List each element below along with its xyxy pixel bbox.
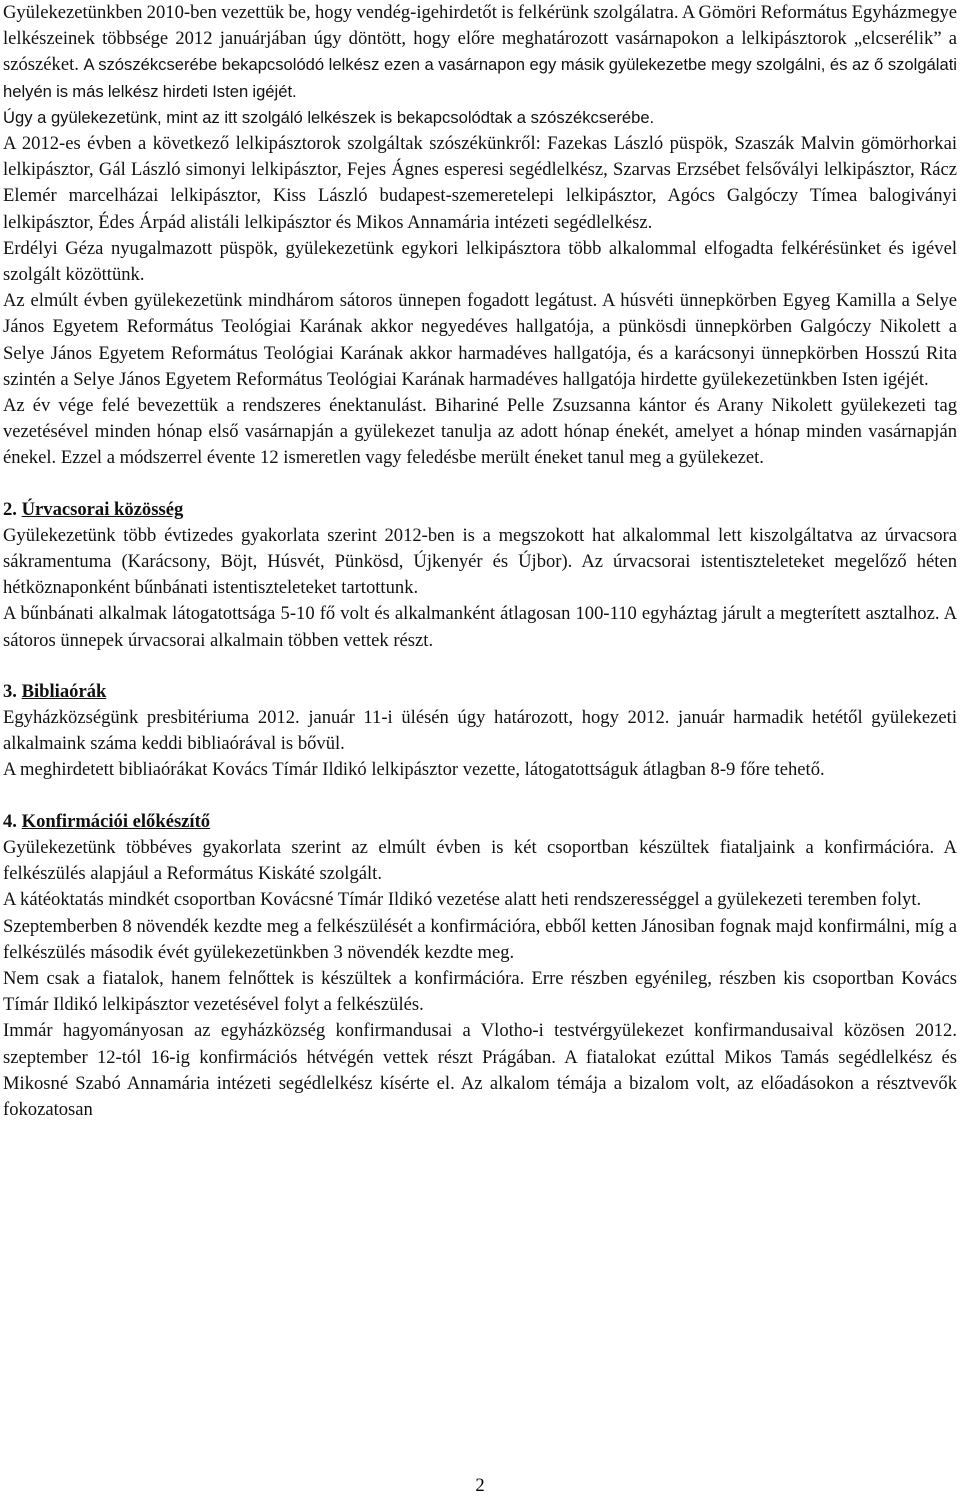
paragraph-pulpit-exchange: Úgy a gyülekezetünk, mint az itt szolgáló lelkészek is bekapcsolódtak a szószékcserébe. xyxy=(3,107,655,127)
paragraph-guest-preachers xyxy=(3,0,957,105)
section-heading-bible-study xyxy=(3,679,957,705)
section-heading-confirmation xyxy=(3,809,957,835)
section-title: Bibliaórák xyxy=(21,680,107,702)
spacer xyxy=(3,784,957,809)
spacer xyxy=(3,654,957,679)
section-heading-communion xyxy=(3,497,957,523)
section-number: 2. xyxy=(3,498,17,520)
paragraph-preachers-list: A 2012-es évben a következő lelkipásztorok szolgáltak szószékünkről: Fazekas László püspök, Szaszák Malvin gömörhorkai lelkipásztor, Gál László simonyi lelkipásztor, Fejes Ágnes esperesi segédlelkész, Szarvas Erzsébet felsővályi lelkipásztor, Rácz Elemér marcelházai lelkipásztor, Kiss László budapest-szemeretelepi lelkipásztor, Agócs Galgóczy Tímea balogiványi lelkipásztor, Édes Árpád alistáli lelkipásztor és Mikos Annamária intézeti segédlelkész. xyxy=(3,133,957,233)
text-guest-preachers-a: Gyülekezetünkben 2010-ben vezettük be, hogy vendég-igehirdetőt is felkérünk szolgálatra. A Gömöri Református Egyházmegye lelkészeinek többsége 2012 januárjában úgy döntött, hogy előre meghatározott vasárnapokon a lelkipásztorok „elcserélik” a szószéket. xyxy=(3,2,957,76)
paragraph-bible-study-2: A meghirdetett bibliaórákat Kovács Tímár Ildikó lelkipásztor vezette, látogatottságuk átlagban 8-9 főre tehető. xyxy=(3,759,825,781)
section-title: Konfirmációi előkészítő xyxy=(21,810,211,832)
section-number: 4. xyxy=(3,810,17,832)
paragraph-bible-study-1: Egyházközségünk presbitériuma 2012. január 11-i ülésén úgy határozott, hogy 2012. január harmadik hetétől gyülekezeti alkalmaink száma keddi bibliaórával is bővül. xyxy=(3,707,957,755)
paragraph-bishop: Erdélyi Géza nyugalmazott püspök, gyülekezetünk egykori lelkipásztora több alkalommal elfogadta felkérésünket és igével szolgált közöttünk. xyxy=(3,237,957,286)
paragraph-confirmation-5: Immár hagyományosan az egyházközség konfirmandusai a Vlotho-i testvérgyülekezet konfirmandusaival közösen 2012. szeptember 12-tól 16-ig konfirmációs hétvégén vettek részt Prágában. A fiatalokat ezúttal Mikos Tamás segédlelkész és Mikosné Szabó Annamária intézeti segédlelkész kísérte el. Az alkalom témája a bizalom volt, az előadásokon a résztvevők fokozatosan xyxy=(3,1020,957,1120)
paragraph-confirmation-1: Gyülekezetünk többéves gyakorlata szerint az elmúlt évben is két csoportban készültek fiataljaink a konfirmációra. A felkészülés alapjául a Református Kiskáté szolgált. xyxy=(3,836,957,885)
section-number: 3. xyxy=(3,680,17,702)
document-page xyxy=(3,0,957,1123)
text-guest-preachers-b: A szószékcserébe bekapcsolódó lelkész ezen a vasárnapon egy másik gyülekezetbe megy szolgálni, és az ő szolgálati helyén is más lelkész hirdeti Isten igéjét. xyxy=(3,55,957,101)
section-title: Úrvacsorai közösség xyxy=(21,498,184,520)
paragraph-communion-1: Gyülekezetünk több évtizedes gyakorlata szerint 2012-ben is a megszokott hat alkalommal lett kiszolgáltatva az úrvacsora sákramentuma (Karácsony, Böjt, Húsvét, Pünkösd, Újkenyér és Újbor). Az úrvacsorai istentiszteleteket megelőző héten hétköznaponként bűnbánati istentiszteleteket tartottunk. xyxy=(3,524,957,599)
spacer xyxy=(3,472,957,497)
paragraph-communion-2: A bűnbánati alkalmak látogatottsága 5-10 fő volt és alkalmanként átlagosan 100-110 egyháztag járult a megterített asztalhoz. A sátoros ünnepek úrvacsorai alkalmain többen vettek részt. xyxy=(3,603,957,651)
paragraph-hymn-learning: Az év vége felé bevezettük a rendszeres énektanulást. Bihariné Pelle Zsuzsanna kántor és Arany Nikolett gyülekezeti tag vezetésével minden hónap első vasárnapján a gyülekezet tanulja az adott hónap énekét, amelyet a hónap minden vasárnapján énekel. Ezzel a módszerrel évente 12 ismeretlen vagy feledésbe merült éneket tanul meg a gyülekezet. xyxy=(3,395,957,469)
paragraph-legates: Az elmúlt évben gyülekezetünk mindhárom sátoros ünnepen fogadott legátust. A húsvéti ünnepkörben Egyeg Kamilla a Selye János Egyetem Református Teológiai Karának akkor negyedéves hallgatója, a pünkösdi ünnepkörben Galgóczy Nikolett a Selye János Egyetem Református Teológiai Karának akkor harmadéves hallgatója, és a karácsonyi ünnepkörben Hosszú Rita szintén a Selye János Egyetem Református Teológiai Karának harmadéves hallgatója hirdette gyülekezetünkben Isten igéjét. xyxy=(3,290,957,390)
page-number: 2 xyxy=(475,1475,485,1496)
paragraph-confirmation-4: Nem csak a fiatalok, hanem felnőttek is készültek a konfirmációra. Erre részben egyénileg, részben kis csoportban Kovács Tímár Ildikó lelkipásztor vezetésével folyt a felkészülés. xyxy=(3,967,957,1016)
paragraph-confirmation-3: Szeptemberben 8 növendék kezdte meg a felkészülését a konfirmációra, ebből ketten Jánosiban fognak majd konfirmálni, míg a felkészülés második évét gyülekezetünkben 3 növendék kezdte meg. xyxy=(3,915,957,963)
paragraph-confirmation-2: A kátéoktatás mindkét csoportban Kovácsné Tímár Ildikó vezetése alatt heti rendszerességgel a gyülekezeti teremben folyt. xyxy=(3,889,922,911)
